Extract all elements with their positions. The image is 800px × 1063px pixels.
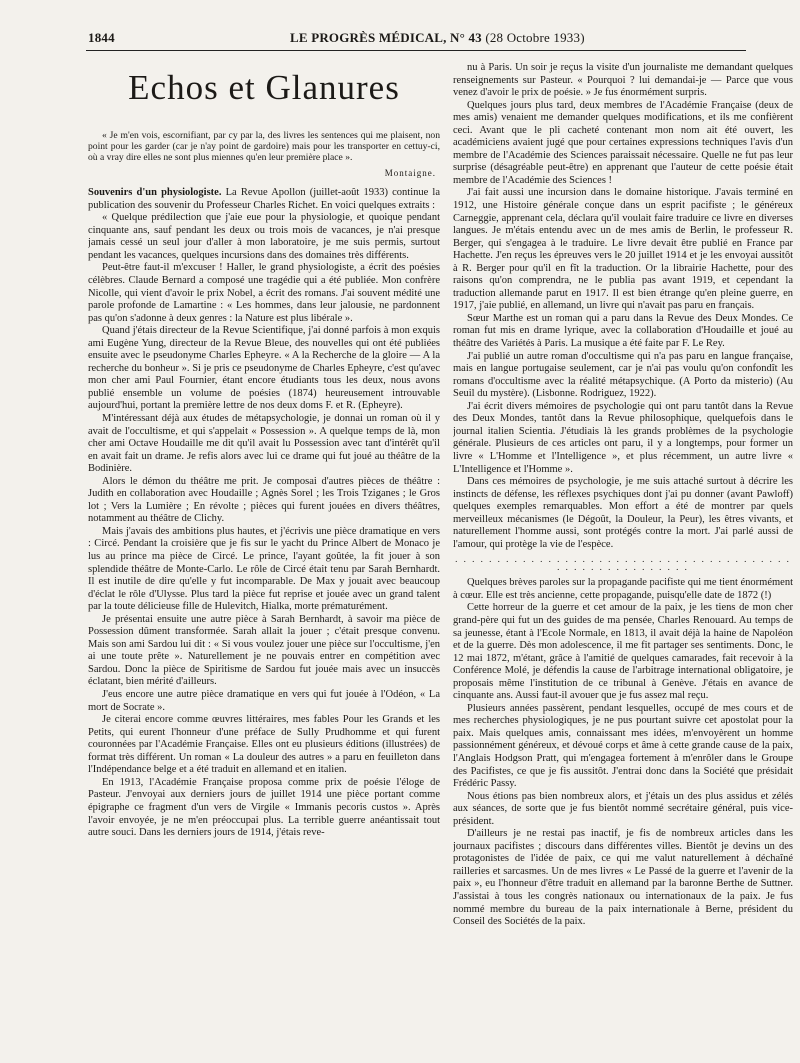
page-header	[88, 30, 740, 48]
paragraph: J'ai écrit divers mémoires de psychologie qui ont paru tantôt dans la Revue des Deux Mondes, tantôt dans la Revue philosophique, quelquefois dans le journal italien Scientia. J'étudiais là les grands problèmes de la psychologie générale. Plusieurs de ces articles ont paru, il y a longtemps, pour former un livre « L'Homme et l'Intelligence », et plus récemment, un autre livre « L'Intelligence et l'Homme ».	[453, 400, 793, 475]
right-column	[453, 62, 793, 1052]
paragraph: J'ai fait aussi une incursion dans le domaine historique. J'avais terminé en 1912, une Histoire générale conçue dans un esprit pacifiste ; le généreux Carneggie, apprenant cela, déclara qu'il voulait faire traduire ce livre en diverses langues. Je m'étais entendu avec un de mes amis de Berlin, le professeur R. Berger, qui s'engagea à le traduire. Le livre devait être publié en France par Hachette. J'en reçus les épreuves vers le 20 juillet 1914 et je les envoyai aussitôt à R. Berger pour qu'il en fît la traduction. Or la librairie Hachette, pour des raisons qu'on comprendra, ne le publia pas avant 1919, et cependant la traduction allemande parut en 1917. Il est bien étrange qu'en pleine guerre, en 1917, j'aie publié, en allemand, un livre qui n'avait pas paru en français.	[453, 187, 793, 312]
left-paragraphs	[88, 212, 440, 839]
paragraph: Nous étions pas bien nombreux alors, et j'étais un des plus assidus et zélés aux séances, de sorte que je fus bientôt nommé secrétaire général, puis vice-président.	[453, 790, 793, 827]
paragraph: Je citerai encore comme œuvres littéraires, mes fables Pour les Grands et les Petits, qui eurent l'honneur d'une préface de Sully Prudhomme et qui furent couronnées par l'Académie Française. Elles ont eu plusieurs éditions (illustrées) de format très différent. Un roman « La douleur des autres » a paru en feuilleton dans l'Indépendance belge et a été traduit en allemand et en italien.	[88, 714, 440, 776]
right-paragraphs-after	[453, 577, 793, 928]
paragraph: Dans ces mémoires de psychologie, je me suis attaché surtout à décrire les instincts de défense, les réflexes psychiques dont j'ai pu donner (avant Pawloff) quelques exemples remarquables. Mon effort a été de montrer par quels merveilleux mécanismes (le Dégoût, la Douleur, la Peur), les êtres vivants, et naturellement l'homme aussi, sont protégés contre la mort. J'ai parlé aussi de l'amour, qui protège la vie de l'espèce.	[453, 476, 793, 550]
paragraph: « Quelque prédilection que j'aie eue pour la physiologie, et quoique pendant cinquante ans, sauf pendant les deux ou trois mois de vacances, je n'ai presque jamais cessé un seul jour d'aller à mon laboratoire, je me suis permis, surtout pendant les vacances, quelques incursions dans des domaines très différents.	[88, 212, 440, 261]
paragraph: M'intéressant déjà aux études de métapsychologie, je donnai un roman où il y avait de l'occultisme, et qui s'appelait « Possession ». A quelque temps de là, mon cher ami Octave Houdaille me dit qu'il avait lu Possession avec tant d'intérêt qu'il en avait fait un drame. Je refis alors avec lui ce drame qui fut joué au théâtre de la Bodinière.	[88, 413, 440, 475]
paragraph: En 1913, l'Académie Française proposa comme prix de poésie l'éloge de Pasteur. J'envoyai aux derniers jours de juillet 1914 une pièce portant comme épigraphe ce fragment d'un vers de Virgile « Immanis pecoris custos ». Après l'avoir envoyée, je ne m'en préoccupai plus. La terrible guerre anéantissait tout autre souci. Dans les derniers jours de 1914, j'étais reve-	[88, 776, 440, 839]
epigraph: « Je m'en vois, escornifiant, par cy par la, des livres les sentences qui me plaisent, non point pour les garder (car je n'ay point de gardoire) mais pour les transporter en cettuy-ci, où a vray dire elles ne sont plus miennes qu'en leur première place ».	[88, 130, 440, 164]
paragraph: Je présentai ensuite une autre pièce à Sarah Bernhardt, à savoir ma pièce de Possession dûment transformée. Sarah allait la jouer ; c'était presque convenu. Mais son ami Sardou lui dit : « Si vous voulez jouer une pièce sur l'occultisme, j'en ai une toute prête ». Naturellement je ne pouvais entrer en compétition avec Sardou. Donc la pièce de Spiritisme de Sardou fut jouée mais avec un insuccès éclatant, bien mérité d'ailleurs.	[88, 613, 440, 688]
issue-date: (28 Octobre 1933)	[485, 30, 585, 45]
paragraph: Quelques brèves paroles sur la propagande pacifiste qui me tient énormément à cœur. Elle est très ancienne, cette propagande, puisqu'elle date de 1872 (!)	[453, 577, 793, 601]
paragraph: Sœur Marthe est un roman qui a paru dans la Revue des Deux Mondes. Ce roman fut mis en drame lyrique, avec la collaboration d'Houdaille et joué au théâtre des Variétés à Paris. La musique a été faite par F. Le Rey.	[453, 312, 793, 350]
paragraph: Quand j'étais directeur de la Revue Scientifique, j'ai donné parfois à mon exquis ami Eugène Yung, directeur de la Revue Bleue, des nouvelles qui ont été publiées ensuite avec le pseudonyme Charles Epheyre. « A la Recherche de la gloire — A la recherche du bonheur ». Si je pris ce pseudonyme de Charles Epheyre, c'est qu'avec mon cher ami Paul Fournier, étant encore étudiants tous les deux, nous avons publié ensemble un volume de poésies (1874) heureusement introuvable aujourd'hui, portant la première lettre de nos deux doms F. et R. (Epheyre).	[88, 325, 440, 412]
right-paragraphs	[453, 62, 793, 551]
section-title: Souvenirs d'un physiologiste.	[88, 187, 222, 199]
paragraph: Mais j'avais des ambitions plus hautes, et j'écrivis une pièce dramatique en vers : Circé. Pendant la croisière que je fis sur le yacht du Prince Albert de Monaco je lus au prince ma pièce de Circé. Le prince, l'ayant goûtée, la fit jouer à son splendide théâtre de Monte-Carlo. Le rôle de Circé était tenu par Sarah Bernhardt. Il est inutile de dire qu'elle y fut incomparable. De Max y jouait avec beaucoup d'éclat le rôle d'Ulysse. Plus tard la pièce fut reprise et jouée avec un grand talent par la toute délicieuse fille de Hulevitch, Hialka, morte prématurément.	[88, 525, 440, 613]
left-column	[88, 62, 440, 1052]
section-intro: La Revue Apollon (juillet-août 1933) continue la publication des souvenir du Professeur Charles Richet. En voici quelques extraits :	[88, 187, 440, 211]
page-number: 1844	[88, 30, 115, 45]
paragraph: nu à Paris. Un soir je reçus la visite d'un journaliste me demandant quelques renseignements sur Pasteur. « Pourquoi ? lui demandai-je — Parce que vous venez d'avoir le prix de poésie. » Je fus énormément surpris.	[453, 62, 793, 99]
section-separator: . . . . . . . . . . . . . . . . . . . . . . . . . . . . . . . . . . . . . . . . . . . . . . . . . . . . . . . .	[455, 554, 791, 573]
paragraph: J'eus encore une autre pièce dramatique en vers qui fut jouée à l'Odéon, « La mort de Socrate ».	[88, 689, 440, 713]
paragraph: D'ailleurs je ne restai pas inactif, je fis de nombreux articles dans les journaux pacifistes ; discours dans différentes villes. Bientôt je devins un des protagonistes de l'idée de paix, ce qui me valut naturellement à déchaîné railleries et sarcasmes. Un de mes livres « Le Passé de la guerre et l'avenir de la paix », eu l'honneur d'être traduit en allemand par la baronne Berthe de Suttner. J'assistai à tous les congrès nationaux ou internationaux de la paix. Je fus nommé membre du bureau de la paix internationale à Berne, président du Conseil des Sociétés de la paix.	[453, 828, 793, 928]
paragraph: Quelques jours plus tard, deux membres de l'Académie Française (deux de mes amis) venaient me demander quelques modifications, et ils me confièrent ceci. Avant que le pli cacheté contenant mon nom ait été ouvert, les académiciens avaient jugé que pour certaines expressions techniques l'avis d'un membre de l'Académie des Sciences paraissait nécessaire. Quelle ne fut pas leur surprise (désagréable peut-être) en apprenant que l'auteur de cette poésie était membre de l'Académie des Sciences !	[453, 99, 793, 186]
section-intro-paragraph	[88, 187, 440, 212]
paragraph: Plusieurs années passèrent, pendant lesquelles, occupé de mes cours et de mes recherches physiologiques, je ne pus pourtant suivre cet apostolat pour la paix. Mais quelques amis, connaissant mes idées, m'envoyèrent un homme passionnément généreux, et dévoué corps et âme à cette grande cause de la paix, l'Anglais Hodgson Pratt, qui m'engagea fortement à m'enrôler dans le Groupe des Pacifistes, ce que je fis aussitôt. J'entrai donc dans la Société que présidait Frédéric Passy.	[453, 702, 793, 790]
paragraph: Alors le démon du théâtre me prit. Je composai d'autres pièces de théâtre : Judith en collaboration avec Houdaille ; Agnès Sorel ; les Trois Tziganes ; le Gros lot ; Vers la Lumière ; En révolte ; pièces qui furent jouées en divers théâtres, notamment au théâtre de Clichy.	[88, 475, 440, 525]
paragraph: J'ai publié un autre roman d'occultisme qui n'a pas paru en langue française, mais en langue portugaise seulement, car je n'ai pas voulu qu'on confondît les romans d'occultisme avec la réalité métapsychique. (A Porto da misterio) (Au Seuil du mystère). (Lisbonne. Rodriguez, 1922).	[453, 350, 793, 400]
paragraph: Cette horreur de la guerre et cet amour de la paix, je les tiens de mon cher grand-père qui fut un des guides de ma pensée, Charles Renouard. Au temps de sa jeunesse, étant à l'Ecole Normale, en 1813, il avait déjà la haine de Napoléon et de la guerre. Dès mon adolescence, il me fit partager ses sentiments. Donc, le 12 mai 1872, m'étant, grâce à l'amitié de quelques camarades, fait recevoir à la Conférence Molé, je défendis la cause de l'arbitrage international obligatoire, je proposais même l'institution de ce tribunal à Genève. J'étais en avance de cinquante ans. Aussi faut-il avouer que je fus assez mal reçu.	[453, 602, 793, 702]
epigraph-source: Montaigne.	[384, 167, 436, 178]
header-rule	[86, 50, 746, 51]
journal-title	[290, 30, 585, 46]
article-title: Echos et Glanures	[128, 68, 400, 107]
journal-name: LE PROGRÈS MÉDICAL, N° 43	[290, 30, 482, 45]
paragraph: Peut-être faut-il m'excuser ! Haller, le grand physiologiste, a écrit des poésies célèbres. Claude Bernard a composé une tragédie qui a été publiée. Mon confrère Nicolle, qui vient d'avoir le prix Nobel, a écrit des romans. J'ai souvent médité une parole profonde de Lamartine : « Les hommes, dans leur jalousie, ne pardonnent pas qu'on s'adonne à deux genres : la Nature est plus libérale ».	[88, 262, 440, 324]
